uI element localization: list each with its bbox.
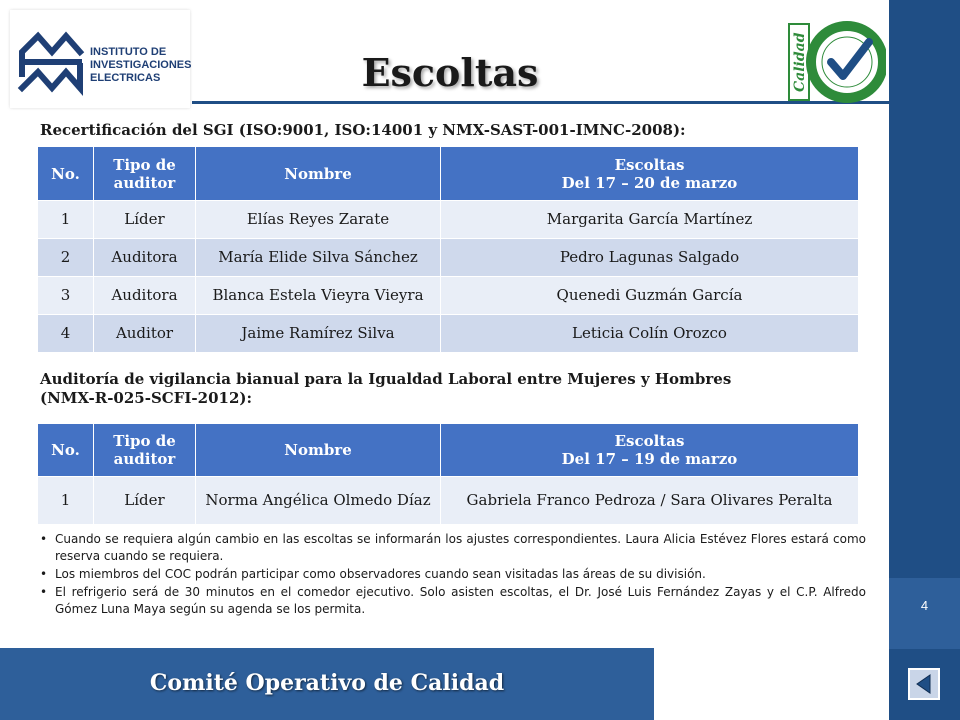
note-text: Cuando se requiera algún cambio en las escoltas se informarán los ajustes correspondientes. Laura Alicia Estévez Flores estará como reserva cuando se requiera.	[55, 532, 866, 563]
cell-nombre: Blanca Estela Vieyra Vieyra	[196, 277, 441, 315]
cell-nombre: Elías Reyes Zarate	[196, 201, 441, 239]
section2-heading-line: Auditoría de vigilancia bianual para la Igualdad Laboral entre Mujeres y Hombres	[40, 370, 732, 388]
table-row	[38, 315, 859, 353]
escoltas-dates: Del 17 – 20 de marzo	[561, 173, 738, 192]
cell-escolta: Gabriela Franco Pedroza / Sara Olivares Peralta	[441, 477, 859, 525]
cell-no: 1	[38, 477, 94, 525]
escoltas-label: Escoltas	[614, 155, 685, 174]
cell-nombre: Jaime Ramírez Silva	[196, 315, 441, 353]
column-header-tipo: Tipo de auditor	[94, 424, 196, 477]
column-header-nombre: Nombre	[196, 424, 441, 477]
notes-list	[40, 531, 866, 619]
column-header-tipo: Tipo de auditor	[94, 147, 196, 201]
note-text: El refrigerio será de 30 minutos en el comedor ejecutivo. Solo asisten escoltas, el Dr. José Luis Fernández Zayas y el C.P. Alfredo Gómez Luna Maya según su agenda se los permita.	[55, 585, 866, 616]
cell-escolta: Leticia Colín Orozco	[441, 315, 859, 353]
logo-line: ELECTRICAS	[90, 72, 161, 84]
column-header-no: No.	[38, 424, 94, 477]
bullet-dot: •	[40, 585, 48, 599]
bullet-dot: •	[40, 567, 48, 581]
section2-heading	[40, 370, 731, 408]
cell-tipo: Líder	[94, 201, 196, 239]
cell-escolta: Quenedi Guzmán García	[441, 277, 859, 315]
column-header-escoltas	[441, 147, 859, 201]
back-button[interactable]	[908, 668, 940, 700]
table-row	[38, 277, 859, 315]
cell-no: 4	[38, 315, 94, 353]
note-text: Los miembros del COC podrán participar como observadores cuando sean visitadas las áreas de su división.	[55, 567, 706, 581]
logo-line: INSTITUTO DE	[90, 46, 167, 58]
table-row	[38, 201, 859, 239]
table-row	[38, 239, 859, 277]
cell-escolta: Pedro Lagunas Salgado	[441, 239, 859, 277]
iie-logo	[10, 10, 190, 108]
iie-logo-mark-icon	[16, 18, 86, 98]
column-header-no: No.	[38, 147, 94, 201]
rsgc-certificate-badge-icon	[787, 20, 886, 104]
list-item	[40, 566, 866, 583]
cell-tipo: Auditor	[94, 315, 196, 353]
cell-tipo: Auditora	[94, 239, 196, 277]
escoltas-dates: Del 17 – 19 de marzo	[561, 450, 738, 468]
page-number-panel	[889, 578, 960, 649]
cell-nombre: María Elide Silva Sánchez	[196, 239, 441, 277]
title-rule	[192, 101, 889, 104]
cell-no: 2	[38, 239, 94, 277]
column-header-nombre: Nombre	[196, 147, 441, 201]
escorts-table-recertification	[37, 146, 859, 353]
table-header-row	[38, 424, 859, 477]
list-item	[40, 531, 866, 565]
logo-text	[90, 46, 191, 85]
section1-heading: Recertificación del SGI (ISO:9001, ISO:14001 y NMX-SAST-001-IMNC-2008):	[40, 121, 686, 139]
section2-heading-line: (NMX-R-025-SCFI-2012):	[40, 389, 253, 407]
escoltas-label: Escoltas	[614, 432, 685, 450]
footer-title: Comité Operativo de Calidad	[149, 670, 505, 696]
list-item	[40, 584, 866, 618]
table-row	[38, 477, 859, 525]
table-header-row	[38, 147, 859, 201]
column-header-escoltas	[441, 424, 859, 477]
page-number: 4	[920, 598, 929, 613]
back-triangle-icon	[910, 670, 938, 698]
cell-nombre: Norma Angélica Olmedo Díaz	[196, 477, 441, 525]
certification-side-text: Calidad	[792, 32, 808, 92]
cell-tipo: Líder	[94, 477, 196, 525]
cell-no: 1	[38, 201, 94, 239]
certification-badge	[787, 20, 886, 104]
cell-escolta: Margarita García Martínez	[441, 201, 859, 239]
page-title: Escoltas	[361, 50, 539, 95]
cell-no: 3	[38, 277, 94, 315]
escorts-table-equality-audit	[37, 423, 859, 525]
logo-line: INVESTIGACIONES	[90, 59, 192, 71]
bullet-dot: •	[40, 532, 48, 546]
cell-tipo: Auditora	[94, 277, 196, 315]
